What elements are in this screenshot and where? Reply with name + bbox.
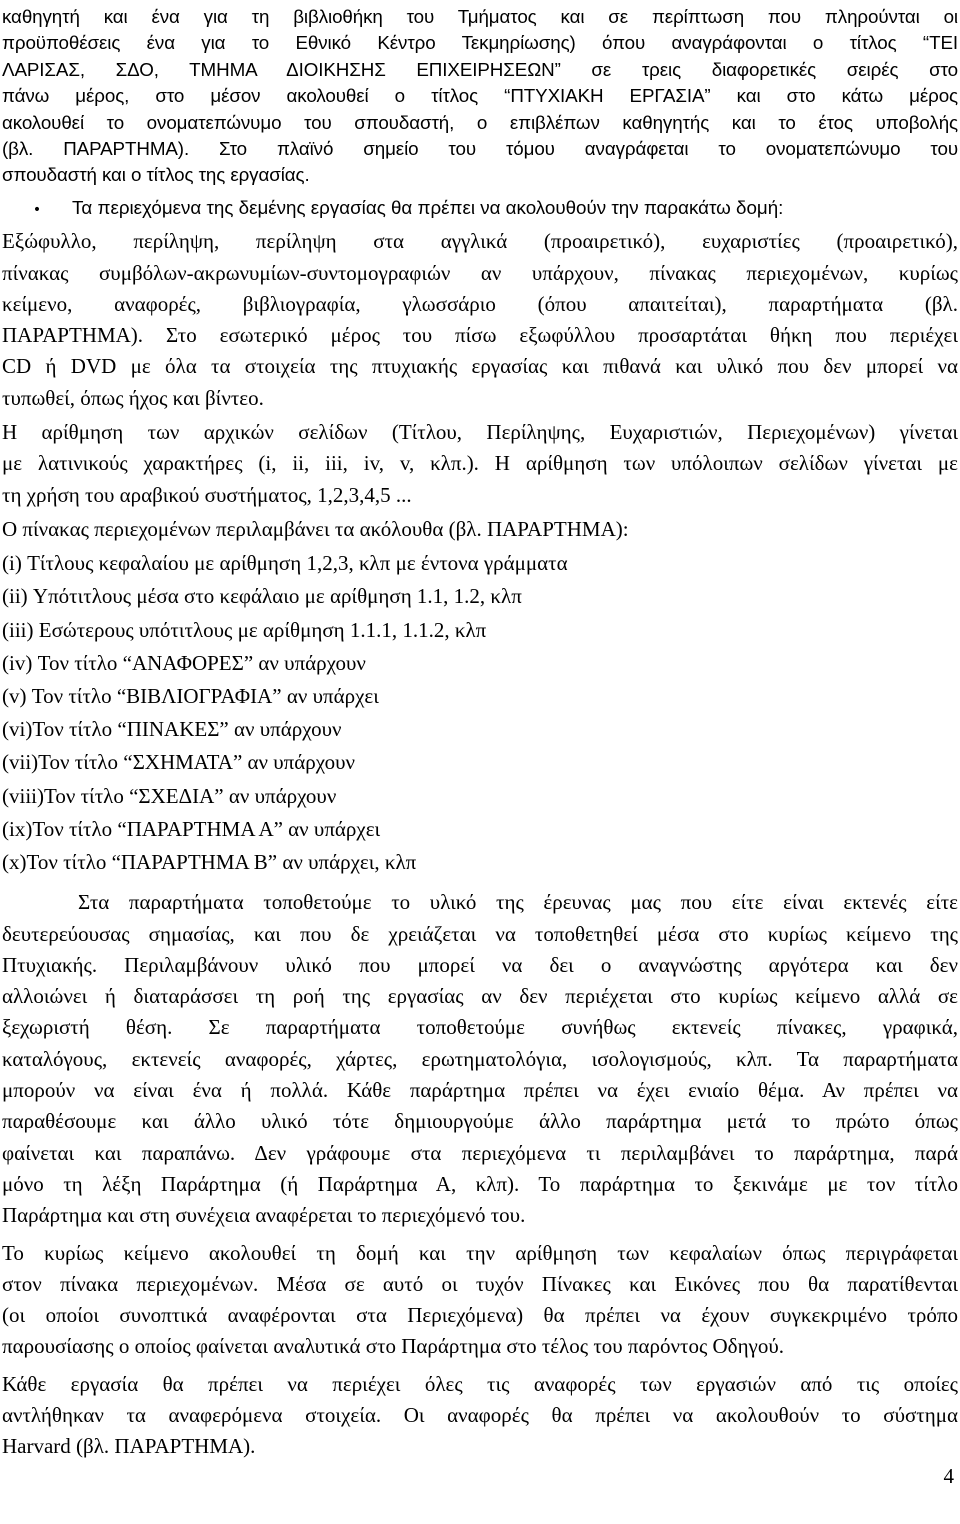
text-line: μόνο τη λέξη Παράρτημα (ή Παράρτημα Α, κλπ). Το παράρτημα το ξεκινάμε με τον τίτλο (2, 1171, 958, 1196)
text-line: Πτυχιακής. Περιλαμβάνουν υλικό που μπορεί να δει ο αναγνώστης αργότερα και δεν (2, 952, 958, 977)
text-line: κείμενο, αναφορές, βιβλιογραφία, γλωσσάριο (όπου απαιτείται), παραρτήματα (βλ. (2, 291, 958, 316)
text-line: φαίνεται και παραπάνω. Δεν γράφουμε στα περιεχόμενα τι περιλαμβάνει το παράρτημα, παρά (2, 1140, 958, 1165)
list-item: (viii)Τον τίτλο “ΣΧΕΔΙΑ” αν υπάρχουν (2, 783, 337, 808)
text-line: Το κυρίως κείμενο ακολουθεί τη δομή και την αρίθμηση των κεφαλαίων όπως περιγράφεται (2, 1240, 958, 1265)
list-item: (ix)Τον τίτλο “ΠΑΡΑΡΤΗΜΑ Α” αν υπάρχει (2, 816, 381, 841)
text-line: με λατινικούς χαρακτήρες (i, ii, iii, iv, v, κλπ.). Η αρίθμηση των υπόλοιπων σελίδων γίνεται με (2, 451, 958, 476)
text-line: ΛΑΡΙΣΑΣ, ΣΔΟ, ΤΜΗΜΑ ΔΙΟΙΚΗΣΗΣ ΕΠΙΧΕΙΡΗΣΕΩΝ” σε τρεις διαφορετικές σειρές στο (2, 58, 958, 80)
text-line: καταλόγους, εκτενείς αναφορές, χάρτες, ερωτηματολόγια, ισολογισμούς, κλπ. Τα παραρτήματα (2, 1046, 958, 1071)
list-item: (vi)Τον τίτλο “ΠΙΝΑΚΕΣ” αν υπάρχουν (2, 717, 342, 742)
bullet-icon: • (32, 201, 42, 218)
text-line: στον πίνακα περιεχομένων. Μέσα σε αυτό οι τυχόν Πίνακες και Εικόνες που θα παρατίθενται (2, 1271, 958, 1296)
text-line: Κάθε εργασία θα πρέπει να περιέχει όλες τις αναφορές των εργασιών από τις οποίες (2, 1371, 958, 1396)
text-line: παραθέσουμε και άλλο υλικό τότε δημιουργούμε άλλο παράρτημα μετά το πρώτο όπως (2, 1109, 958, 1134)
text-line: ακολουθεί το ονοματεπώνυμο του σπουδαστή, ο επιβλέπων καθηγητής και το έτος υποβολής (2, 111, 958, 133)
text-line: προϋποθέσεις ένα για το Εθνικό Κέντρο Τεκμηρίωσης) όπου αναγράφονται ο τίτλος “ΤΕΙ (2, 32, 958, 54)
references-paragraph (0, 1369, 960, 1463)
text-line: καθηγητή και ένα για τη βιβλιοθήκη του Τμήματος και σε περίπτωση που πληρούνται οι (2, 6, 958, 27)
numbering-paragraph (0, 417, 960, 511)
text-line: Στα παραρτήματα τοποθετούμε το υλικό της έρευνας μας που είτε είναι εκτενές είτε (78, 890, 958, 915)
text-line: CD ή DVD με όλα τα στοιχεία της πτυχιακής εργασίας και πιθανά και υλικό που δεν μπορεί να (2, 354, 958, 379)
text-line: τη χρήση του αραβικού συστήματος, 1,2,3,4,5 ... (2, 482, 412, 507)
text-line: (οι οποίοι συνοπτικά αναφέρονται στα Περιεχόμενα) θα πρέπει να έχουν συγκεκριμένο τρόπο (2, 1303, 958, 1328)
text-line: πίνακας συμβόλων-ακρωνυμίων-συντομογραφιών αν υπάρχουν, πίνακας περιεχομένων, κυρίως (2, 260, 958, 285)
list-item: (vii)Τον τίτλο “ΣΧΗΜΑΤΑ” αν υπάρχουν (2, 750, 356, 775)
appendix-paragraph (0, 887, 960, 1231)
bullet-item (0, 195, 960, 223)
text-line: τυπωθεί, όπως ήχος και βίντεο. (2, 385, 264, 410)
text-line: πάνω μέρος, στο μέσον ακολουθεί ο τίτλος “ΠΤΥΧΙΑΚΗ ΕΡΓΑΣΙΑ” και στο κάτω μέρος (2, 85, 958, 107)
text-line: Harvard (βλ. ΠΑΡΑΡΤΗΜΑ). (2, 1434, 256, 1459)
text-line: αλλοιώνει ή διαταράσσει τη ροή της εργασίας αν δεν περιέχεται στο κυρίως κείμενο αλλά σε (2, 984, 958, 1009)
text-line: αντλήθηκαν τα αναφερόμενα στοιχεία. Οι αναφορές θα πρέπει να ακολουθούν το σύστημα (2, 1403, 958, 1427)
text-line: ξεχωριστή θέση. Σε παραρτήματα τοποθετούμε συνήθως εκτενείς πίνακες, γραφικά, (2, 1015, 958, 1040)
toc-intro: Ο πίνακας περιεχομένων περιλαμβάνει τα ακόλουθα (βλ. ΠΑΡΑΡΤΗΜΑ): (2, 516, 629, 541)
text-line: Παράρτημα και στη συνέχεια αναφέρεται το περιεχόμενό του. (2, 1203, 526, 1228)
text-line: παρουσίασης ο οποίος φαίνεται αναλυτικά στο Παράρτημα στο τέλος του παρόντος Οδηγού. (2, 1334, 784, 1359)
list-item: (ii) Υπότιτλους μέσα στο κεφάλαιο με αρίθμηση 1.1, 1.2, κλπ (2, 584, 522, 609)
text-line: ΠΑΡΑΡΤΗΜΑ). Στο εσωτερικό μέρος του πίσω εξωφύλλου προσαρτάται θήκη που περιέχει (2, 323, 958, 348)
bullet-text: Τα περιεχόμενα της δεμένης εργασίας θα πρέπει να ακολουθούν την παρακάτω δομή: (72, 196, 784, 218)
list-item: (i) Τίτλους κεφαλαίου με αρίθμηση 1,2,3, κλπ με έντονα γράμματα (2, 551, 568, 576)
page-number: 4 (943, 1464, 954, 1488)
structure-paragraph (0, 226, 960, 414)
text-line: Η αρίθμηση των αρχικών σελίδων (Τίτλου, Περίληψης, Ευχαριστιών, Περιεχομένων) γίνεται (2, 420, 958, 445)
main-text-paragraph (0, 1238, 960, 1363)
toc-list (0, 547, 960, 879)
text-line: Εξώφυλλο, περίληψη, περίληψη στα αγγλικά (προαιρετικό), ευχαριστίες (προαιρετικό), (2, 229, 958, 254)
text-line: μπορούν να είναι ένα ή πολλά. Κάθε παράρτημα πρέπει να έχει ενιαίο θέμα. Αν πρέπει να (2, 1078, 958, 1103)
list-item: (iii) Εσώτερους υπότιτλους με αρίθμηση 1.1.1, 1.1.2, κλπ (2, 617, 487, 642)
text-line: (βλ. ΠΑΡΑΡΤΗΜΑ). Στο πλαϊνό σημείο του τόμου αναγράφεται το ονοματεπώνυμο του (2, 138, 958, 160)
list-item: (v) Τον τίτλο “ΒΙΒΛΙΟΓΡΑΦΙΑ” αν υπάρχει (2, 684, 379, 709)
intro-paragraph (0, 4, 960, 189)
list-item: (x)Τον τίτλο “ΠΑΡΑΡΤΗΜΑ Β” αν υπάρχει, κλπ (2, 850, 417, 875)
list-item: (iv) Τον τίτλο “ΑΝΑΦΟΡΕΣ” αν υπάρχουν (2, 650, 366, 675)
text-line: δευτερεύουσας σημασίας, και που δε χρειάζεται να τοποθετηθεί μέσα στο κυρίως κείμενο της (2, 921, 958, 946)
text-line: σπουδαστή και ο τίτλος της εργασίας. (2, 164, 310, 186)
